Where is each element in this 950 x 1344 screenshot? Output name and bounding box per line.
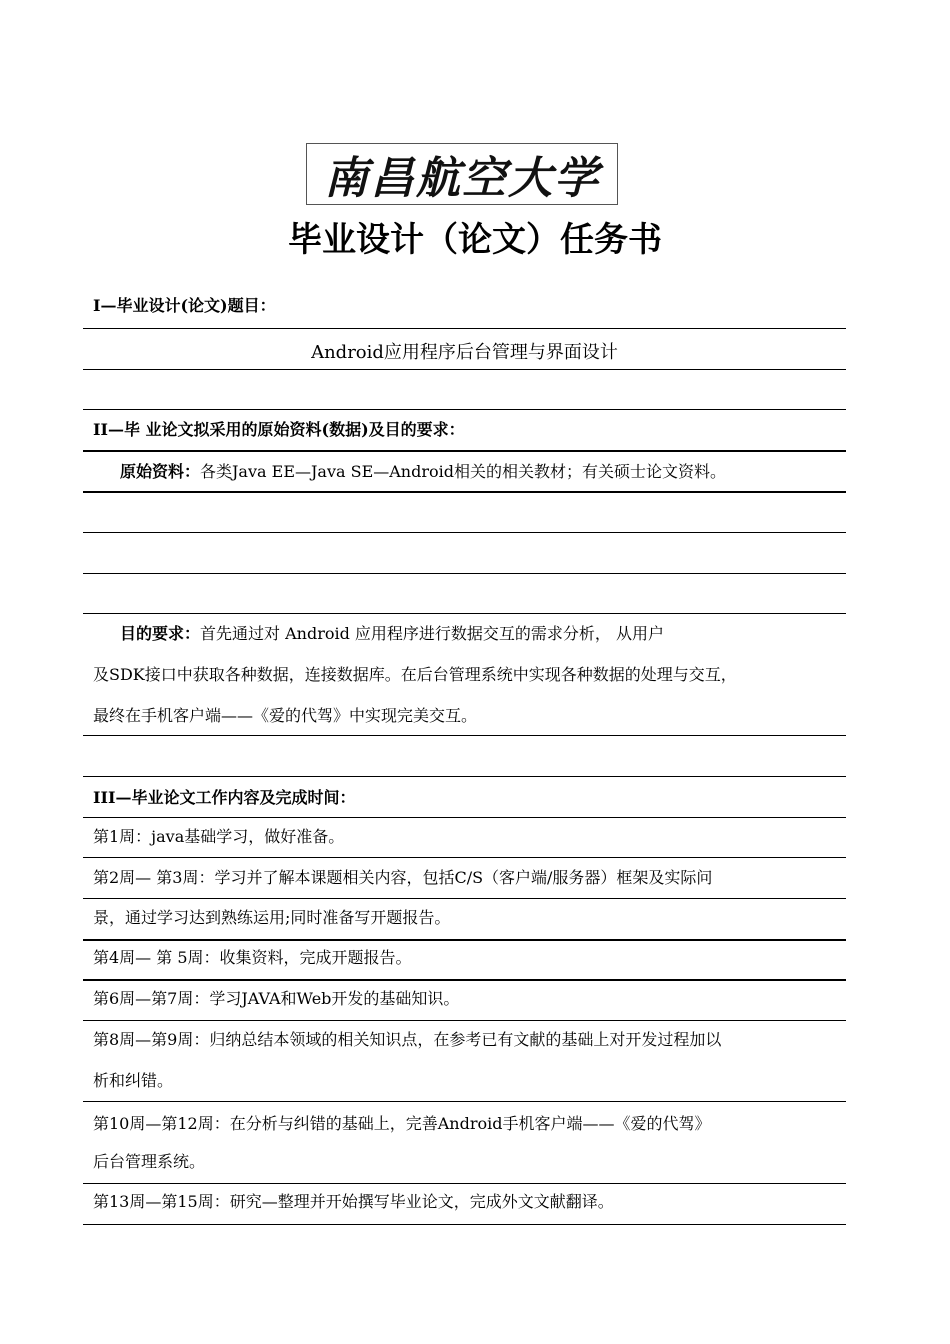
goal-line-3: 最终在手机客户端——《爱的代驾》中实现完美交互。	[93, 706, 478, 725]
divider	[83, 776, 846, 777]
schedule-line: 第13周—第15周：研究—整理并开始撰写毕业论文，完成外文文献翻译。	[93, 1192, 614, 1211]
goal-line-2: 及SDK接口中获取各种数据，连接数据库。在后台管理系统中实现各种数据的处理与交互，	[93, 665, 737, 684]
goal-label: 目的要求：	[120, 624, 201, 643]
logo-text: 南昌航空大学	[324, 153, 600, 204]
divider	[83, 573, 846, 574]
schedule-line: 第6周—第7周：学习JAVA和Web开发的基础知识。	[93, 989, 460, 1008]
document-title: 毕业设计（论文）任务书	[288, 220, 662, 260]
schedule-line: 第1周：java基础学习，做好准备。	[93, 827, 345, 846]
schedule-line: 第2周— 第3周：学习并了解本课题相关内容，包括C/S（客户端/服务器）框架及实际问	[93, 868, 713, 887]
divider	[83, 939, 846, 941]
divider	[83, 1020, 846, 1021]
university-logo	[306, 143, 618, 205]
divider	[83, 898, 846, 899]
materials-label: 原始资料：	[120, 462, 201, 481]
schedule-line: 析和纠错。	[93, 1071, 174, 1090]
materials-row	[120, 460, 726, 484]
goal-row	[120, 622, 664, 646]
thesis-topic: Android应用程序后台管理与界面设计	[311, 342, 618, 363]
schedule-line: 景，通过学习达到熟练运用;同时准备写开题报告。	[93, 908, 451, 927]
divider	[83, 857, 846, 858]
divider	[83, 532, 846, 533]
divider	[83, 328, 846, 329]
schedule-line: 第10周—第12周：在分析与纠错的基础上，完善Android手机客户端——《爱的代驾》	[93, 1114, 711, 1133]
divider	[83, 817, 846, 818]
schedule-line: 第8周—第9周：归纳总结本领域的相关知识点，在参考已有文献的基础上对开发过程加以	[93, 1030, 722, 1049]
divider	[83, 409, 846, 410]
divider	[83, 613, 846, 614]
divider	[83, 979, 846, 981]
materials-text: 各类Java EE—Java SE—Android相关的相关教材；有关硕士论文资料。	[200, 462, 726, 481]
section2-heading: II—毕 业论文拟采用的原始资料(数据)及目的要求：	[93, 420, 465, 439]
divider	[83, 450, 846, 452]
divider	[83, 369, 846, 370]
section1-heading: I—毕业设计(论文)题目：	[93, 296, 276, 315]
section3-heading: III—毕业论文工作内容及完成时间：	[93, 788, 356, 807]
schedule-line: 第4周— 第 5周：收集资料，完成开题报告。	[93, 948, 412, 967]
divider	[83, 1101, 846, 1102]
divider	[83, 1183, 846, 1184]
divider	[83, 1224, 846, 1225]
schedule-line: 后台管理系统。	[93, 1152, 206, 1171]
divider	[83, 735, 846, 736]
divider	[83, 491, 846, 493]
goal-line-1: 首先通过对 Android 应用程序进行数据交互的需求分析， 从用户	[200, 624, 665, 643]
